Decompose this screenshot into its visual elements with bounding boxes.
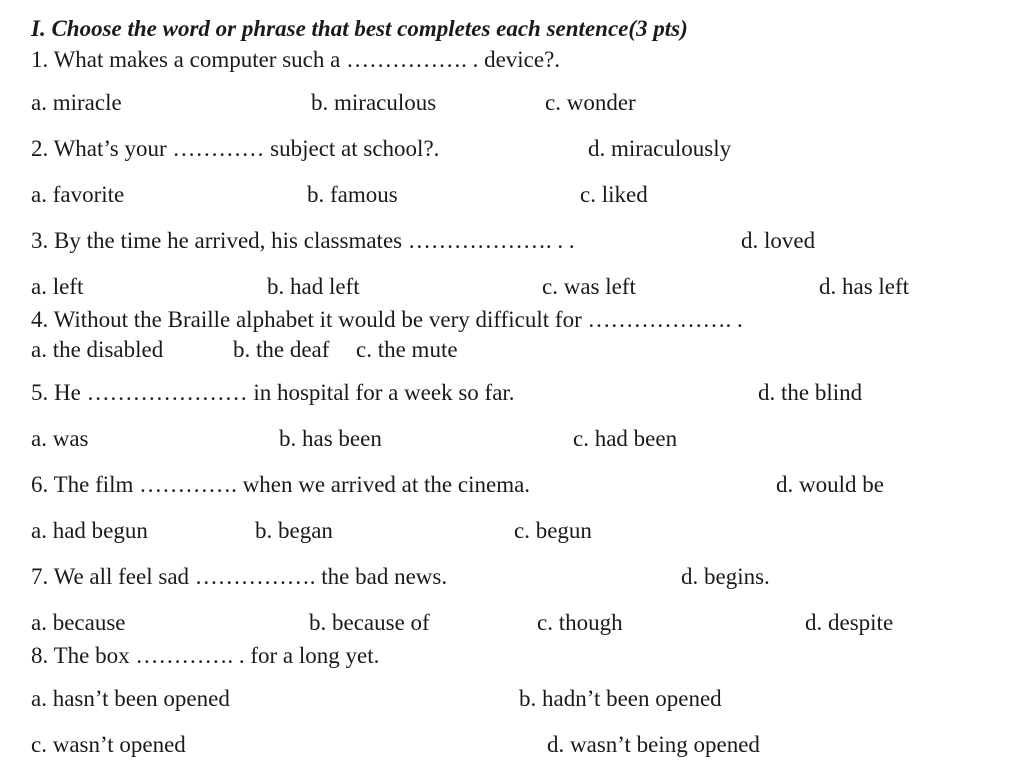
question-6-options (0, 516, 1024, 546)
option-a: a. the disabled (31, 337, 164, 362)
option-c: c. had been (573, 426, 678, 451)
question-7-text: 7. We all feel sad ……………. the bad news. (31, 564, 448, 589)
question-4-options (0, 335, 1024, 365)
option-b: b. the deaf (233, 337, 330, 362)
option-a: a. was (31, 426, 89, 451)
question-7-line (0, 562, 1024, 592)
option-d: d. has left (819, 274, 910, 299)
question-2-line (0, 134, 1024, 164)
option-b: b. hadn’t been opened (519, 686, 722, 711)
question-4-line (0, 305, 1024, 335)
option-d: d. loved (741, 228, 816, 253)
option-d: d. despite (805, 610, 894, 635)
option-c: c. though (537, 610, 623, 635)
question-8-options-cd (0, 730, 1024, 760)
option-a: a. had begun (31, 518, 148, 543)
section-title: I. Choose the word or phrase that best completes each sentence(3 pts) (31, 16, 688, 41)
option-b: b. had left (267, 274, 360, 299)
option-c: c. wonder (545, 90, 636, 115)
question-3-options (0, 272, 1024, 302)
option-d: d. would be (776, 472, 884, 497)
option-d: d. begins. (681, 564, 770, 589)
option-a: a. hasn’t been opened (31, 686, 230, 711)
section-heading (0, 14, 1024, 44)
option-a: a. left (31, 274, 84, 299)
option-c: c. the mute (356, 337, 458, 362)
option-d: d. the blind (758, 380, 863, 405)
question-1-text: 1. What makes a computer such a ……………. . device?. (31, 47, 561, 72)
option-b: b. because of (309, 610, 430, 635)
question-6-line (0, 470, 1024, 500)
question-2-text: 2. What’s your ………… subject at school?. (31, 136, 440, 161)
question-8-text: 8. The box …………. . for a long yet. (31, 643, 380, 668)
option-b: b. miraculous (311, 90, 437, 115)
question-3-line (0, 226, 1024, 256)
option-c: c. wasn’t opened (31, 732, 186, 757)
question-8-options-ab (0, 684, 1024, 714)
option-d: d. wasn’t being opened (547, 732, 760, 757)
option-d: d. miraculously (588, 136, 732, 161)
option-b: b. began (255, 518, 333, 543)
question-2-options (0, 180, 1024, 210)
option-b: b. famous (307, 182, 398, 207)
question-5-options (0, 424, 1024, 454)
question-4-text: 4. Without the Braille alphabet it would be very difficult for ………………. . (31, 307, 743, 332)
option-a: a. because (31, 610, 126, 635)
question-5-line (0, 378, 1024, 408)
option-a: a. miracle (31, 90, 122, 115)
question-3-text: 3. By the time he arrived, his classmates ………………. . . (31, 228, 575, 253)
question-8-line (0, 641, 1024, 671)
question-5-text: 5. He ………………… in hospital for a week so far. (31, 380, 515, 405)
question-7-options (0, 608, 1024, 638)
option-c: c. was left (542, 274, 636, 299)
option-b: b. has been (279, 426, 382, 451)
question-6-text: 6. The film …………. when we arrived at the cinema. (31, 472, 531, 497)
question-1-options (0, 88, 1024, 118)
option-c: c. liked (580, 182, 648, 207)
question-1-line (0, 45, 1024, 75)
option-a: a. favorite (31, 182, 125, 207)
option-c: c. begun (514, 518, 592, 543)
